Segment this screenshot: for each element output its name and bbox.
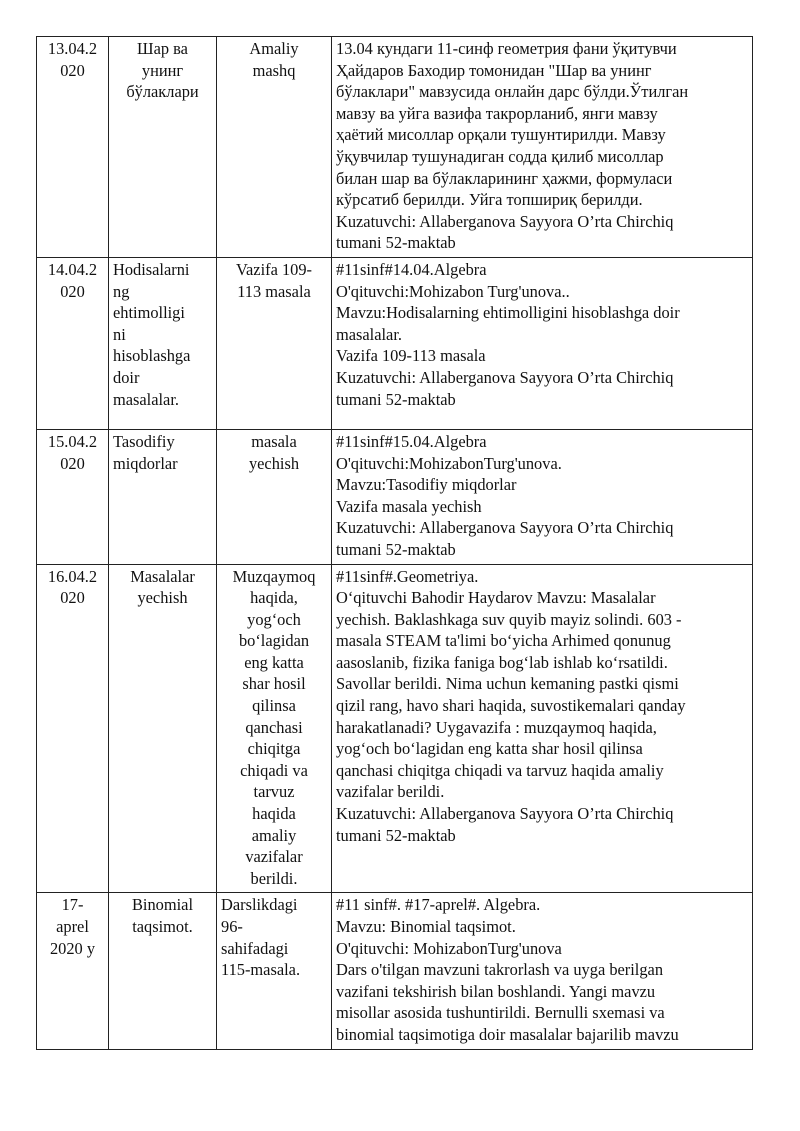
table-row [37, 429, 753, 564]
topic-cell [109, 429, 217, 564]
cell-text-line: 020 [60, 588, 85, 608]
cell-text-line: vazifalar berildi. [336, 782, 445, 802]
cell-text-line: #11sinf#.Geometriya. [336, 566, 479, 586]
cell-text-line: aprel [56, 917, 89, 936]
cell-text-line: Savollar berildi. Nima uchun kemaning pastki qismi [336, 674, 679, 694]
cell-text-line: yechish [137, 588, 188, 608]
cell-text-line: Tasodifiy [113, 431, 175, 451]
cell-text-line: yechish. Baklashkaga suv quyib mayiz solindi. 603 - [336, 609, 682, 629]
table-row [37, 37, 753, 258]
cell-text-line: кўрсатиб берилди. Уйга топшириқ берилди. [336, 190, 643, 210]
topic-cell [109, 564, 217, 893]
cell-text-line: chiqitga [247, 739, 301, 759]
cell-text-line: misollar asosida tushuntirildi. Bernulli sxemasi va [336, 1003, 665, 1023]
cell-text-line: tumani 52-maktab [336, 389, 456, 409]
task-cell [217, 37, 332, 258]
table-row [37, 257, 753, 429]
table-row [37, 564, 753, 893]
cell-text-line: ehtimolligi [113, 303, 185, 323]
cell-text-line: doir [113, 367, 140, 387]
cell-text-line: Mavzu:Hodisalarning ehtimolligini hisoblashga doir [336, 303, 680, 323]
cell-text-line: 020 [60, 60, 85, 80]
cell-text-line: Kuzatuvchi: Allaberganova Sayyora O’rta Chirchiq [336, 211, 674, 231]
cell-text-line: ni [113, 324, 126, 344]
cell-text-line: 13.04.2 [47, 39, 98, 58]
date-cell [37, 429, 109, 564]
cell-text-line: Amaliy [249, 39, 299, 58]
cell-text-line: Mavzu:Tasodifiy miqdorlar [336, 475, 517, 495]
cell-text-line: бўлаклари [126, 82, 199, 102]
cell-text-line: O‘qituvchi Bahodir Haydarov Mavzu: Masalalar [336, 588, 656, 608]
cell-text-line: shar hosil [242, 674, 306, 694]
cell-text-line: Muzqaymoq [232, 566, 316, 586]
cell-text-line: унинг [141, 60, 184, 80]
date-cell [37, 37, 109, 258]
cell-text-line: Binomial [131, 895, 193, 915]
cell-text-line: mashq [252, 60, 296, 80]
cell-text-line: tumani 52-maktab [336, 825, 456, 845]
cell-text-line: masalalar. [113, 389, 179, 409]
cell-text-line: Hodisalarni [113, 259, 190, 279]
cell-text-line: eng katta [244, 652, 304, 672]
cell-text-line: Vazifa 109- [236, 259, 312, 279]
cell-text-line: Ҳайдаров Баходир томонидан "Шар ва унинг [336, 60, 652, 80]
cell-text-line: harakatlanadi? Uygavazifa : muzqaymoq haqida, [336, 717, 657, 737]
task-cell [217, 429, 332, 564]
date-cell [37, 257, 109, 429]
cell-text-line: vazifani tekshirish bilan boshlandi. Yangi mavzu [336, 981, 656, 1001]
cell-text-line: Vazifa masala yechish [336, 496, 482, 516]
cell-text-line: O'qituvchi:MohizabonTurg'unova. [336, 453, 562, 473]
cell-text-line: qanchasi [245, 717, 303, 737]
cell-text-line: aasoslanib, fizika faniga bog‘lab ishlab ko‘rsatildi. [336, 652, 668, 672]
cell-text-line: tumani 52-maktab [336, 539, 456, 559]
cell-text-line: ng [113, 281, 130, 301]
cell-text-line: vazifalar [245, 847, 303, 867]
cell-text-line: Dars o'tilgan mavzuni takrorlash va uyga berilgan [336, 960, 664, 980]
cell-text-line: 17- [61, 895, 84, 915]
topic-cell [109, 257, 217, 429]
cell-text-line: yog‘och [247, 609, 301, 629]
description-cell [332, 37, 753, 258]
cell-text-line: Mavzu: Binomial taqsimot. [336, 917, 516, 936]
cell-text-line: #11sinf#14.04.Algebra [336, 259, 487, 279]
cell-text-line: qizil rang, havo shari haqida, suvostikemalari qanday [336, 696, 686, 716]
cell-text-line: chiqadi va [240, 760, 308, 780]
cell-text-line: masala STEAM ta'limi bo‘yicha Arhimed qonunug [336, 631, 671, 651]
cell-text-line: 115-masala. [221, 960, 301, 980]
description-cell [332, 893, 753, 1049]
task-cell [217, 893, 332, 1049]
cell-text-line: Darslikdagi [221, 895, 298, 915]
cell-text-line: Kuzatuvchi: Allaberganova Sayyora O’rta Chirchiq [336, 804, 674, 824]
cell-text-line: haqida [252, 804, 296, 824]
cell-text-line: yog‘och bo‘lagidan eng katta shar hosil qilinsa [336, 739, 643, 759]
cell-text-line: yechish [248, 453, 300, 473]
cell-text-line: 13.04 кундаги 11-синф геометрия фани ўқитувчи [336, 39, 677, 58]
cell-text-line: билан шар ва бўлакларининг ҳажми, формуласи [336, 168, 673, 188]
cell-text-line: O'qituvchi: MohizabonTurg'unova [336, 938, 562, 958]
task-cell [217, 564, 332, 893]
topic-cell [109, 893, 217, 1049]
cell-text-line: tarvuz [253, 782, 295, 802]
description-cell [332, 564, 753, 893]
lesson-log-table [36, 36, 753, 1050]
cell-text-line: Kuzatuvchi: Allaberganova Sayyora O’rta Chirchiq [336, 367, 674, 387]
cell-text-line: Kuzatuvchi: Allaberganova Sayyora O’rta Chirchiq [336, 518, 674, 538]
table-row [37, 893, 753, 1049]
cell-text-line: miqdorlar [113, 453, 178, 473]
cell-text-line: мавзу ва уйга вазифа такрорланиб, янги мавзу [336, 103, 658, 123]
topic-cell [109, 37, 217, 258]
cell-text-line: Шар ва [137, 39, 188, 58]
cell-text-line: taqsimot. [132, 917, 193, 936]
cell-text-line: binomial taqsimotiga doir masalalar bajarilib mavzu [336, 1024, 679, 1044]
cell-text-line: Masalalar [130, 566, 195, 586]
description-cell [332, 257, 753, 429]
cell-text-line: masalalar. [336, 324, 402, 344]
date-cell [37, 564, 109, 893]
cell-text-line: ҳаётий мисоллар орқали тушунтирилди. Мавзу [336, 125, 666, 145]
cell-text-line: Vazifa 109-113 masala [336, 346, 486, 366]
cell-text-line: qanchasi chiqitga chiqadi va tarvuz haqida amaliy [336, 760, 664, 780]
cell-text-line: 113 masala [237, 281, 311, 301]
cell-text-line: #11sinf#15.04.Algebra [336, 431, 487, 451]
cell-text-line: #11 sinf#. #17-aprel#. Algebra. [336, 895, 541, 915]
cell-text-line: masala [251, 431, 297, 451]
description-cell [332, 429, 753, 564]
cell-text-line: amaliy [251, 825, 297, 845]
cell-text-line: sahifadagi [221, 938, 289, 958]
cell-text-line: бўлаклари" мавзусида онлайн дарс бўлди.Ўтилган [336, 82, 689, 102]
cell-text-line: bo‘lagidan [238, 631, 310, 651]
cell-text-line: berildi. [250, 868, 298, 888]
date-cell [37, 893, 109, 1049]
cell-text-line: 020 [60, 453, 85, 473]
cell-text-line: 020 [60, 281, 85, 301]
cell-text-line: O'qituvchi:Mohizabon Turg'unova.. [336, 281, 570, 301]
cell-text-line: 2020 y [49, 938, 96, 958]
task-cell [217, 257, 332, 429]
cell-text-line: 96- [221, 917, 243, 936]
cell-text-line: qilinsa [252, 696, 296, 716]
cell-text-line: ўқувчилар тушунадиган содда қилиб мисоллар [336, 146, 664, 166]
cell-text-line: 16.04.2 [47, 566, 98, 586]
cell-text-line: 14.04.2 [47, 259, 98, 279]
cell-text-line: 15.04.2 [47, 431, 98, 451]
cell-text-line: haqida, [250, 588, 298, 608]
cell-text-line: hisoblashga [113, 346, 191, 366]
cell-text-line: tumani 52-maktab [336, 233, 456, 253]
